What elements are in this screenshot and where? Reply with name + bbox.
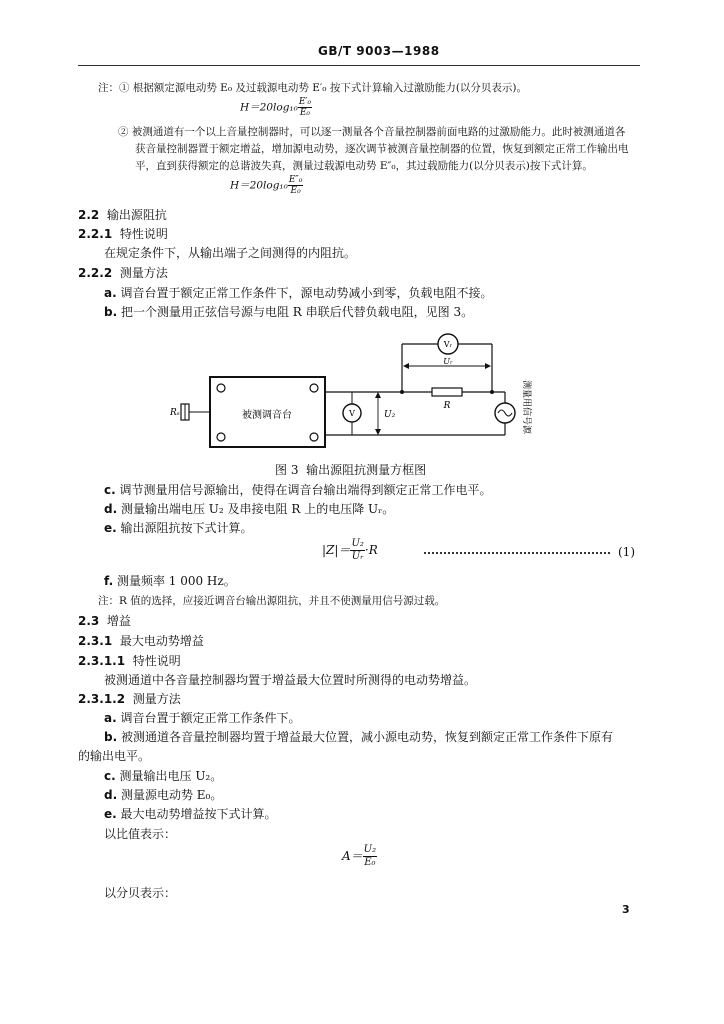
step-text: 调节测量用信号源输出，使得在调音台输出端得到额定正常工作电平。 (119, 483, 492, 497)
step-label: d. (104, 788, 118, 802)
note-1-text: 根据额定源电动势 E₀ 及过载源电动势 E′₀ 按下式计算输入过激励能力(以分贝表示)。 (132, 82, 528, 94)
section-title: 测量方法 (119, 266, 168, 280)
decibel-label: 以分贝表示： (104, 886, 177, 900)
standard-header: GB/T 9003—1988 (318, 44, 440, 58)
equation-1-number: (1) (618, 545, 635, 559)
step-label: a. (104, 711, 117, 725)
section-2-2-1-text: 在规定条件下，从输出端子之间测得的内阻抗。 (104, 246, 357, 260)
equation-leader-dots (424, 552, 610, 554)
section-title: 增益 (106, 614, 131, 628)
r-label: R (443, 401, 451, 411)
step-text: 输出源阻抗按下式计算。 (120, 521, 253, 535)
section-2-3-1-heading (78, 632, 204, 649)
step-text: 最大电动势增益按下式计算。 (120, 807, 277, 821)
step-label: b. (104, 305, 118, 319)
section-title: 最大电动势增益 (119, 634, 204, 648)
resistor-r (432, 388, 462, 396)
terminal (217, 433, 225, 441)
equation-gain-denominator: E₀ (364, 857, 376, 868)
step-label: f. (104, 574, 114, 588)
formula-h2-lhs: H＝20log₁₀ (230, 179, 288, 192)
step-text: 调音台置于额定正常工作条件下。 (120, 711, 301, 725)
step-text: 测量频率 1 000 Hz。 (116, 574, 236, 588)
step-label: a. (104, 286, 117, 300)
section-number: 2.3.1 (78, 634, 113, 648)
ur-label: Uᵣ (443, 357, 453, 366)
gain-step-c (104, 767, 222, 784)
section-number: 2.3.1.1 (78, 654, 126, 668)
section-2-2-heading (78, 206, 167, 223)
step-text: 测量输出电压 U₂。 (119, 769, 223, 783)
step-text: 测量输出端电压 U₂ 及串接电阻 R 上的电压降 Uᵣ。 (120, 502, 395, 516)
equation-gain-numerator: U₂ (363, 844, 377, 855)
mixer-label: 被测调音台 (242, 410, 292, 421)
section-2-2-2-heading (78, 264, 168, 281)
source-label: 测量用信号源 (521, 380, 531, 435)
section-number: 2.3.1.2 (78, 692, 126, 706)
equation-gain-fraction (363, 844, 377, 869)
gain-step-b (104, 728, 613, 745)
step-text: 被测通道各音量控制器均置于增益最大位置，减小源电动势，恢复到额定正常工作条件下原有 (120, 730, 613, 744)
section-number: 2.2.2 (78, 266, 113, 280)
figure-number: 图 3 (275, 463, 299, 477)
terminal (217, 384, 225, 392)
equation-1-fraction (350, 538, 364, 563)
voltmeter-u2-label: V (349, 409, 355, 418)
step-label: b. (104, 730, 118, 744)
section-2-3-1-2-heading (78, 690, 181, 707)
step-a (104, 284, 493, 301)
step-text: 把一个测量用正弦信号源与电阻 R 串联后代替负载电阻，见图 3。 (120, 305, 474, 319)
formula-h1-denominator: E₀ (299, 108, 311, 118)
step-text: 测量源电动势 E₀。 (120, 788, 223, 802)
section-2-3-1-1-heading (78, 652, 181, 669)
formula-h2-numerator: E″₀ (288, 175, 303, 185)
note-2-line-3: 平，直到获得额定的总谐波失真，测量过载源电动势 E″₀，其过载励能力(以分贝表示)按下式计算。 (135, 160, 593, 172)
section-number: 2.2.1 (78, 227, 113, 241)
gain-step-d (104, 786, 222, 803)
rs-label: Rₛ (170, 408, 180, 418)
step-text: 调音台置于额定正常工作条件下，源电动势减小到零，负载电阻不接。 (120, 286, 493, 300)
equation-1-denominator: Uᵣ (351, 551, 364, 562)
step-d (104, 500, 394, 517)
section-2-3-1-1-text: 被测通道中各音量控制器均置于增益最大位置时所测得的电动势增益。 (104, 673, 477, 687)
step-label: c. (104, 483, 116, 497)
figure-title: 输出源阻抗测量方框图 (306, 463, 427, 477)
formula-h1-numerator: E′₀ (298, 97, 312, 107)
sine-wave-icon (498, 410, 512, 416)
section-title: 特性说明 (119, 227, 168, 241)
gain-step-e (104, 805, 277, 822)
terminal (310, 384, 318, 392)
section-title: 测量方法 (132, 692, 181, 706)
step-c (104, 481, 492, 498)
section-title: 特性说明 (132, 654, 181, 668)
note-2-text-1: 被测通道有一个以上音量控制器时，可以逐一测量各个音量控制器前面电路的过激励能力。此时被测通道各 (131, 126, 626, 138)
note-prefix: 注： (98, 82, 119, 94)
circuit-diagram (170, 322, 560, 462)
equation-gain-lhs: A＝ (342, 849, 363, 863)
note-2-line-2: 获音量控制器置于额定增益，增加源电动势，逐次调节被测音量控制器的位置，恢复到额定正常工作输出电 (135, 143, 629, 155)
section-title: 输出源阻抗 (106, 208, 167, 222)
formula-h1 (240, 97, 312, 118)
gain-step-a (104, 709, 301, 726)
step-e (104, 519, 253, 536)
u2-label: U₂ (384, 410, 396, 420)
formula-h1-fraction (298, 97, 312, 118)
section-number: 2.2 (78, 208, 100, 222)
step-label: c. (104, 769, 116, 783)
note-r-selection: 注：R 值的选择，应接近调音台输出源阻抗，并且不使测量用信号源过载。 (98, 595, 446, 607)
page-number: 3 (622, 903, 630, 916)
step-b (104, 303, 473, 320)
voltmeter-ur-label: Vᵣ (443, 340, 453, 349)
header-rule (78, 65, 640, 66)
section-2-3-heading (78, 612, 131, 629)
step-f (104, 572, 236, 589)
formula-h2-denominator: E₀ (290, 186, 301, 196)
equation-1-lhs: |Z|＝ (322, 543, 351, 557)
step-label: e. (104, 807, 117, 821)
section-number: 2.3 (78, 614, 100, 628)
equation-1 (322, 538, 378, 563)
formula-h1-lhs: H＝20log₁₀ (240, 101, 298, 114)
section-2-2-1-heading (78, 225, 168, 242)
gain-step-b-continued: 的输出电平。 (78, 749, 151, 763)
step-label: d. (104, 502, 118, 516)
note-2-line-1 (118, 124, 625, 141)
equation-1-numerator: U₂ (351, 538, 364, 549)
note-2-mark: ② (118, 126, 129, 138)
step-label: e. (104, 521, 117, 535)
note-1-mark: ① (119, 82, 130, 94)
figure-caption (275, 461, 426, 478)
formula-h2-fraction (288, 175, 304, 196)
formula-h2 (230, 175, 303, 196)
equation-1-rhs: ·R (364, 543, 378, 557)
ratio-label: 以比值表示： (104, 827, 177, 841)
equation-gain-ratio (342, 844, 377, 869)
note-1 (98, 80, 527, 97)
terminal (310, 433, 318, 441)
